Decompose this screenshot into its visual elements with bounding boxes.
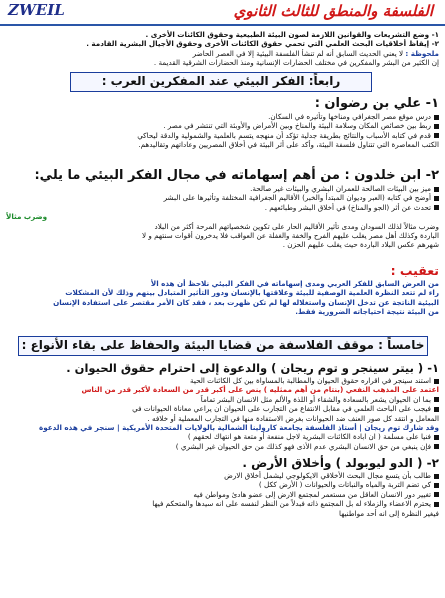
comment-line: البيئية الناتجة عن تدخل الإنسان واستغلاله لها لم تكن ظهرت بعد ، فقد كان الأمر مقتصر على استفادة الإنسان — [53, 297, 439, 307]
example-label: وضرب مثالاً — [6, 212, 48, 222]
bullet-icon — [434, 133, 439, 138]
page-title: الفلسفة والمنطق للثالث الثانوي — [233, 2, 433, 20]
leopold-line: يحترم الاعضاء والزملاء له بل المجتمع ذاته فبدلاً من النظر لنفسه على انه سيدها والمتحكم فيها — [152, 499, 431, 509]
singer-line: المعامل و انتقد كل صور العنف ضد الحيوانات بغرض الاستفادة منها في التجارب المعملية أو خلافه . — [147, 413, 439, 423]
bullet-icon — [434, 379, 439, 384]
leopold-line: طالب بأن يتسع مجال البحث الأخلاقي الايكولوجي ليشمل أخلاق الارض — [224, 471, 431, 480]
section4-heading: رابعاً: الفكر البيئي عند المفكرين العرب : — [101, 74, 341, 88]
singer-line: استند سينجر في اقراره حقوق الحيوان والمطالبة بالمساواة بين كل الكائنات الحية — [190, 376, 431, 385]
singer-line: فنيا على مسلمة ( ان ابادة الكائنات البشرية لاجل منفعة أو متعة هو انتهاك لحقهم ) — [187, 432, 431, 442]
ibn-khaldun-line: ميز بين البيئات الصالحة للعمران البشري والبيئات غير صالحة. — [250, 184, 431, 193]
ibn-khaldun-heading: ٢- ابن خلدون : من أهم إسهاماته في مجال الفكر البيئي ما يلي: — [34, 168, 439, 183]
ibn-khaldun-line: أوضح في كتابه (العبر وديوان المبتدأ والخبر) الأقاليم الجغرافية المختلفة وتأثيرها على البشر — [163, 193, 431, 203]
bullet-icon — [434, 115, 439, 120]
bullet-icon — [434, 444, 439, 449]
leopold-line: فيغير النظرة إلى انه أحد مواطنيها — [339, 508, 439, 518]
intro-line-2: ٢- إيقاظ أخلاقيات البحث العلمي التي تحمي حقوق الكائنات الأخرى وحقوق الأجيال البشرية القادمة . — [86, 39, 439, 49]
leopold-line: تغيير دور الانسان العاقل من مستعمر لمجتمع الارض إلى عضو هادئ ومواطن فيه — [193, 489, 431, 499]
bullet-icon — [434, 492, 439, 497]
comment-label: تعقيب : — [390, 263, 439, 278]
section5-heading: خامساً : موقف الفلاسفة من قضايا البيئة والحفاظ على بقاء الأنواع : — [21, 338, 425, 352]
leopold-line: كي تضم التربة والمياه والنباتات والحيوانات ( الأرض ككل ) — [258, 480, 431, 490]
ibn-khaldun-line: الباردة وكذلك أهل مصر يغلب عليهم الفرح والخفة والغفلة عن العواقب فلا يدخرون أقوات سنتهم و لا — [142, 231, 439, 241]
bullet-icon — [434, 474, 439, 479]
note-continuation: إن الكثير من البشر والمفكرين في مختلف الحضارات الإنسانية ومنذ الحضارات الشرقية القديمة . — [153, 58, 439, 68]
note-text: لا يعني الحديث السابق أنه لم تنشأ الفلسفة البيئية إلا في العصر الحاضر — [192, 48, 404, 58]
comment-line: من العرض السابق للفكر العربي ومدى إسهاماته في الفكر البيئي نلاحظ أن هذه الأ — [150, 279, 439, 288]
ibn-ridwan-line: درس موقع مصر الجغرافي ومناخها وتأثيره في السكان. — [268, 112, 431, 121]
page-header — [0, 0, 445, 26]
leopold-heading: ٢- ( الدو ليوبولد ) وأخلاق الأرض . — [242, 456, 439, 470]
singer-heading: ١- ( بيتر سينجر و توم ريجان ) والدعوة إلى احترام حقوق الحيوان . — [66, 361, 439, 375]
bullet-icon — [434, 407, 439, 412]
bullet-icon — [434, 124, 439, 129]
bullet-icon — [434, 205, 439, 210]
note-label: ملحوظة : — [405, 48, 439, 58]
singer-line: بما ان الحيوان يشعر بالسعادة والشقاء أو اللذة والألم مثل الانسان البشر تماماً — [200, 394, 431, 404]
intro-block — [6, 30, 439, 68]
bullet-icon — [434, 397, 439, 402]
ibn-khaldun-line: وضرب مثالاً لذلك السودان ومدى تأثير الأقاليم الحار على تكوين شخصياتهم المرحة أكثر من البلاد — [154, 221, 439, 231]
ibn-ridwan-line: ربط بين خصائص المكان وسلامة البيئة والمناخ وبين الأمراض والأوبئة التي تنتشر في مصر . — [163, 121, 431, 131]
comment-block — [6, 263, 439, 317]
section4-heading-box — [70, 72, 372, 92]
singer-line: اعتمد على المذهب النفعي (بنتام من أهم ممثليه ) ينص على أكبر قدر من السعادة لأكبر قدر من الناس — [81, 385, 439, 395]
ibn-ridwan-block — [6, 96, 439, 150]
ibn-khaldun-block — [6, 168, 439, 250]
section5-heading-box — [18, 336, 428, 356]
leopold-block — [6, 455, 439, 518]
comment-line: من البيئة نتيجة احتياجاته الضرورية فقط. — [295, 307, 439, 317]
ibn-ridwan-line: الكتب المعاصرة التي تتناول فلسفة البيئة، وأكد على أثر البيئة في أخلاق المصريين وعاداتهم وتقاليدهم. — [138, 140, 439, 150]
singer-line: وقد شارك توم ريجان | أستاذ الفلسفة بجامعة كارولينا الشمالية بالولايات المتحدة الأمريكية | سنجر في هذه الدعوة — [38, 423, 439, 433]
singer-block — [6, 360, 439, 451]
bullet-icon — [434, 435, 439, 440]
comment-line: راء لم تتعد النظرة العلمية الوصفية للبيئة وعلاقتها بالإنسان ودور التأثير المتبادل بينهم وذلك لأن المشكلات — [65, 288, 439, 298]
ibn-khaldun-line: شهرهم عكس البلاد الباردة حيث يغلب عليهم الحزن . — [282, 240, 439, 250]
ibn-khaldun-line: تحدث عن أثر (الجو والمناخ) في أخلاق البشر وطبائعهم . — [264, 202, 431, 212]
bullet-icon — [434, 196, 439, 201]
bullet-icon — [434, 187, 439, 192]
singer-line: فإن ينبغي من حق الانسان البشري عدم الأذى فهو كذلك من حق الحيوان غير البشري ) — [175, 441, 431, 451]
ibn-ridwan-heading: ١- علي بن رضوان : — [314, 96, 439, 111]
bullet-icon — [434, 483, 439, 488]
intro-line-1: ١- وضع التشريعات والقوانين اللازمة لصون البيئة الطبيعية وحقوق الكائنات الأخرى . — [145, 30, 439, 39]
brand-logo: ZWEIL — [8, 1, 65, 19]
singer-line: فيجب على الباحث العلمي في مقابل الانتفاع من التجارب على الحيوان ان يراعي معاناة الحيوانات في — [132, 404, 431, 414]
ibn-ridwan-line: قدم في كتابه الأسباب والنتائج بطريقة جدلية تؤكد أن منهجه يتسم بالعلمية والشمولية والدقة ليحاكي — [137, 130, 431, 140]
bullet-icon — [434, 502, 439, 507]
